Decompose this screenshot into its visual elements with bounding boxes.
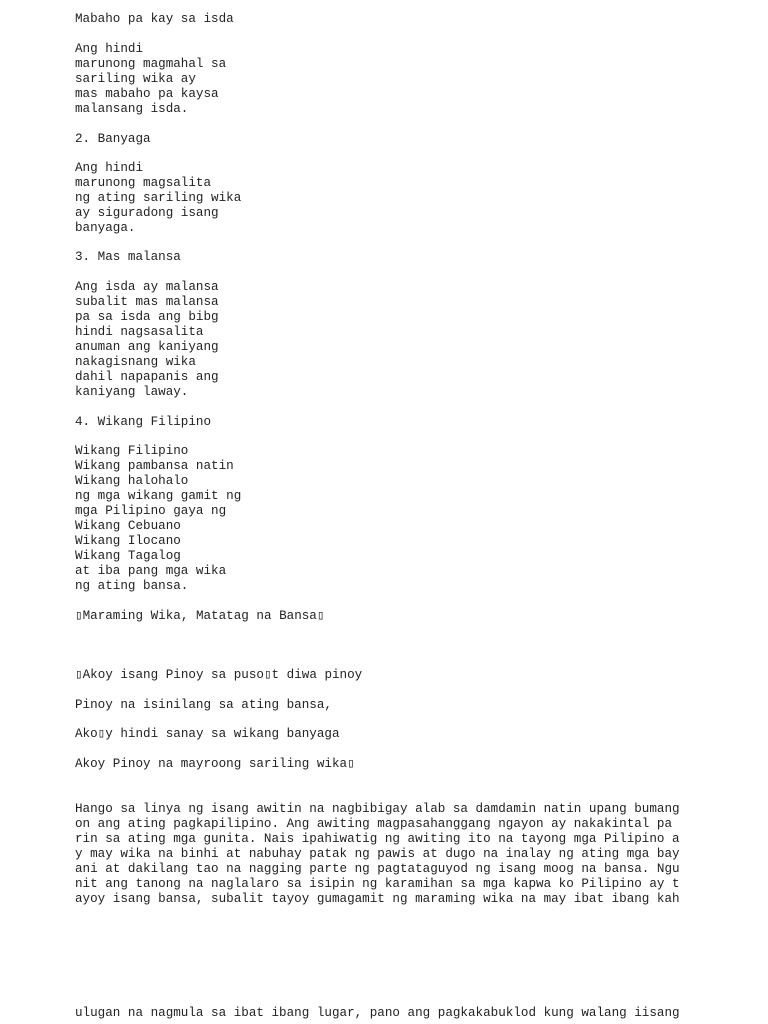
poem-4-line: Wikang Filipino [75, 444, 189, 458]
poem-3-line: pa sa isda ang bibg [75, 310, 219, 324]
poem-2-line: ay siguradong isang [75, 206, 219, 220]
poem-3-line: nakagisnang wika [75, 355, 196, 369]
essay-line: y may wika na binhi at nabuhay patak ng pawis at dugo na inalay ng ating mga bay [75, 847, 680, 861]
poem-1-line: mas mabaho pa kaysa [75, 87, 219, 101]
poem-2-line: banyaga. [75, 221, 136, 235]
essay-line: Hango sa linya ng isang awitin na nagbibigay alab sa damdamin natin upang bumang [75, 802, 680, 816]
poem-1-line: marunong magmahal sa [75, 57, 227, 71]
poem-2-line: marunong magsalita [75, 176, 212, 190]
poem-1-line: sariling wika ay [75, 72, 196, 86]
poem-2-line: Ang hindi [75, 161, 144, 175]
essay-line: ani at dakilang tao na nagging parte ng pagtataguyod ng isang moog na bansa. Ngu [75, 862, 680, 876]
poem-3-line: subalit mas malansa [75, 295, 219, 309]
poem-4-title: 4. Wikang Filipino [75, 415, 212, 429]
poem-4-line: at iba pang mga wika [75, 564, 227, 578]
poem-3-line: anuman ang kaniyang [75, 340, 219, 354]
essay-continued-line: ulugan na nagmula sa ibat ibang lugar, pano ang pagkakabuklod kung walang iisang [75, 1006, 680, 1020]
poem-2-line: ng ating sariling wika [75, 191, 242, 205]
poem-3-line: dahil napapanis ang [75, 370, 219, 384]
essay-line: ayoy isang bansa, subalit tayoy gumagamit ng maraming wika na may ibat ibang kah [75, 892, 680, 906]
essay-line: nit ang tanong na naglalaro sa isipin ng karamihan sa mga kapwa ko Pilipino ay t [75, 877, 680, 891]
slogan: ▯Maraming Wika, Matatag na Bansa▯ [75, 609, 325, 623]
poem-3-line: kaniyang laway. [75, 385, 189, 399]
poem-3-line: hindi nagsasalita [75, 325, 204, 339]
poem-4-line: Wikang Ilocano [75, 534, 181, 548]
poem-1-title: Mabaho pa kay sa isda [75, 12, 234, 26]
lyric-line: Akoy Pinoy na mayroong sariling wika▯ [75, 757, 355, 771]
poem-4-line: Wikang halohalo [75, 474, 189, 488]
poem-4-line: Wikang pambansa natin [75, 459, 234, 473]
poem-4-line: ng mga wikang gamit ng [75, 489, 242, 503]
poem-3-title: 3. Mas malansa [75, 250, 181, 264]
lyric-line: Ako▯y hindi sanay sa wikang banyaga [75, 727, 340, 741]
essay-line: on ang ating pagkapilipino. Ang awiting magpasahanggang ngayon ay nakakintal pa [75, 817, 673, 831]
lyric-line: Pinoy na isinilang sa ating bansa, [75, 698, 332, 712]
essay-line: rin sa ating mga gunita. Nais ipahiwatig ng awiting ito na tayong mga Pilipino a [75, 832, 680, 846]
poem-1-line: Ang hindi [75, 42, 144, 56]
poem-2-title: 2. Banyaga [75, 132, 151, 146]
poem-1-line: malansang isda. [75, 102, 189, 116]
poem-4-line: mga Pilipino gaya ng [75, 504, 227, 518]
lyric-line: ▯Akoy isang Pinoy sa puso▯t diwa pinoy [75, 668, 363, 682]
poem-4-line: ng ating bansa. [75, 579, 189, 593]
poem-3-line: Ang isda ay malansa [75, 280, 219, 294]
poem-4-line: Wikang Cebuano [75, 519, 181, 533]
poem-4-line: Wikang Tagalog [75, 549, 181, 563]
